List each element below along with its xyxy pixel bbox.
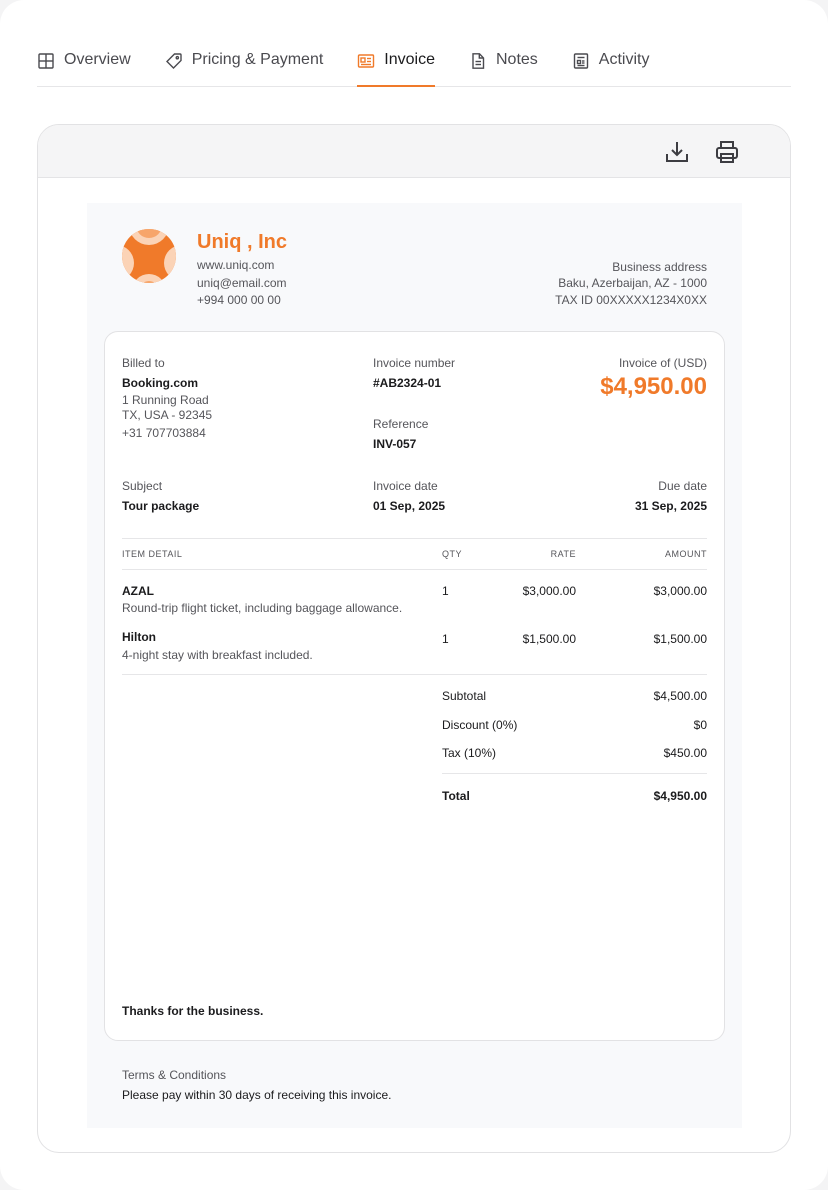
company-logo [122, 229, 176, 283]
tab-overview[interactable] [37, 44, 131, 86]
tax-value: $450.00 [663, 746, 707, 760]
item-name: AZAL [122, 584, 154, 598]
divider [122, 538, 707, 539]
divider [442, 773, 707, 774]
business-address-label: Business address [612, 260, 707, 274]
tab-invoice[interactable] [357, 44, 435, 86]
item-qty: 1 [442, 632, 449, 646]
invoice-of-label: Invoice of (USD) [618, 356, 707, 370]
company-phone: +994 000 00 00 [197, 293, 281, 307]
print-button[interactable] [714, 139, 740, 165]
invoice-date: 01 Sep, 2025 [373, 499, 446, 513]
activity-icon [572, 52, 590, 70]
due-date: 31 Sep, 2025 [634, 499, 707, 513]
tab-bar [37, 44, 791, 87]
divider [122, 569, 707, 570]
col-header-rate: RATE [550, 549, 576, 559]
item-rate: $1,500.00 [522, 632, 576, 646]
invoice-sheet [87, 203, 742, 1128]
invoice-icon [357, 52, 375, 70]
divider [122, 674, 707, 675]
item-name: Hilton [122, 630, 156, 644]
tab-label: Activity [598, 51, 650, 68]
tag-icon [165, 52, 183, 70]
due-date-label: Due date [658, 479, 707, 493]
download-button[interactable] [664, 139, 690, 165]
billed-to-name: Booking.com [122, 376, 199, 390]
tab-notes[interactable] [469, 44, 538, 86]
company-email[interactable]: uniq@email.com [197, 276, 287, 290]
discount-value: $0 [693, 718, 707, 732]
item-description: 4-night stay with breakfast included. [122, 648, 313, 662]
item-rate: $3,000.00 [522, 584, 576, 598]
business-tax-id: TAX ID 00XXXXX1234X0XX [555, 293, 707, 307]
item-description: Round-trip flight ticket, including baggage allowance. [122, 601, 403, 615]
item-amount: $3,000.00 [653, 584, 707, 598]
subtotal-value: $4,500.00 [653, 689, 707, 703]
invoice-total-amount: $4,950.00 [600, 373, 707, 400]
invoice-number-label: Invoice number [373, 356, 456, 370]
col-header-qty: QTY [442, 549, 463, 559]
terms-text: Please pay within 30 days of receiving this invoice. [122, 1088, 392, 1102]
total-value: $4,950.00 [653, 789, 707, 803]
col-header-amount: AMOUNT [665, 549, 707, 559]
tab-label: Pricing & Payment [191, 51, 324, 68]
tab-label: Overview [64, 51, 131, 68]
business-city: Baku, Azerbaijan, AZ - 1000 [558, 276, 707, 290]
invoice-details-panel [104, 331, 725, 1041]
subject-value: Tour package [122, 499, 200, 513]
document-icon [469, 52, 487, 70]
reference-label: Reference [373, 417, 429, 431]
tab-label: Invoice [384, 51, 435, 68]
invoice-card [37, 124, 791, 1153]
item-qty: 1 [442, 584, 449, 598]
invoice-date-label: Invoice date [373, 479, 438, 493]
terms-label: Terms & Conditions [122, 1068, 227, 1082]
tab-label: Notes [496, 51, 538, 68]
total-label: Total [442, 789, 470, 803]
discount-label: Discount (0%) [442, 718, 518, 732]
grid-icon [37, 52, 55, 70]
billed-to-label: Billed to [122, 356, 165, 370]
item-amount: $1,500.00 [653, 632, 707, 646]
subtotal-label: Subtotal [442, 689, 487, 703]
billed-to-city: TX, USA - 92345 [122, 408, 213, 422]
download-icon [664, 139, 690, 165]
reference-value: INV-057 [373, 437, 417, 451]
billed-to-street: 1 Running Road [122, 393, 209, 407]
tab-pricing-payment[interactable] [165, 44, 324, 86]
tax-label: Tax (10%) [442, 746, 497, 760]
billed-to-phone: +31 707703884 [122, 426, 206, 440]
tab-activity[interactable] [572, 44, 650, 86]
invoice-number: #AB2324-01 [373, 376, 442, 390]
subject-label: Subject [122, 479, 163, 493]
thanks-note: Thanks for the business. [122, 1004, 264, 1018]
col-header-item: ITEM DETAIL [122, 549, 183, 559]
printer-icon [714, 139, 740, 165]
company-name: Uniq , Inc [197, 231, 287, 253]
invoice-toolbar [38, 125, 790, 178]
company-website[interactable]: www.uniq.com [197, 258, 275, 272]
